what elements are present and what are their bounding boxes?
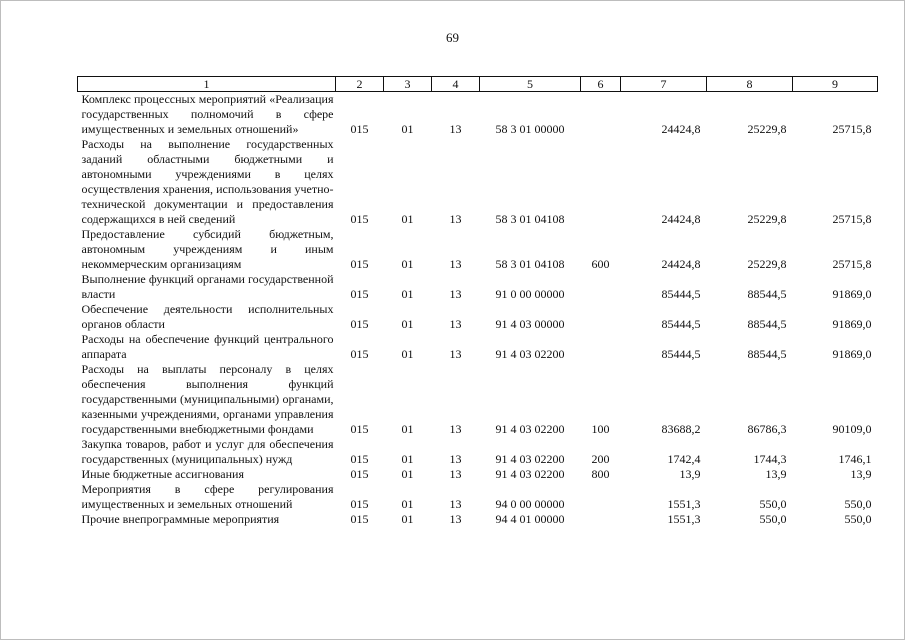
- cell-target-article: 58 3 01 04108: [495, 212, 565, 226]
- table-row: [78, 437, 878, 467]
- cell-description: Прочие внепрограммные мероприятия: [81, 512, 280, 526]
- cell-amount-year-2: 1744,3: [753, 452, 787, 466]
- cell-amount-year-1: 85444,5: [661, 317, 701, 331]
- cell-subsection-code: 01: [401, 122, 414, 136]
- page-number: 69: [446, 30, 459, 45]
- table-row: [78, 512, 878, 527]
- cell-description: Закупка товаров, работ и услуг для обеспечения государственных (муниципальных) нужд: [81, 437, 334, 466]
- cell-section-code: 015: [350, 122, 369, 136]
- cell-subsection-code: 01: [401, 467, 414, 481]
- cell-amount-year-2: 88544,5: [747, 317, 787, 331]
- column-header: 6: [581, 77, 621, 92]
- cell-section-code: 015: [350, 257, 369, 271]
- column-header: 9: [793, 77, 878, 92]
- cell-target-article: 91 4 03 02200: [495, 452, 565, 466]
- cell-amount-year-1: 1551,3: [667, 497, 701, 511]
- cell-description: Мероприятия в сфере регулирования имущественных и земельных отношений: [81, 482, 334, 511]
- cell-division-code: 13: [449, 467, 462, 481]
- cell-division-code: 13: [449, 452, 462, 466]
- column-header: 5: [480, 77, 581, 92]
- cell-subsection-code: 01: [401, 347, 414, 361]
- cell-division-code: 13: [449, 257, 462, 271]
- cell-amount-year-2: 88544,5: [747, 287, 787, 301]
- cell-expense-type: 100: [591, 422, 610, 436]
- cell-target-article: 91 4 03 00000: [495, 317, 565, 331]
- cell-division-code: 13: [449, 422, 462, 436]
- cell-division-code: 13: [449, 122, 462, 136]
- cell-section-code: 015: [350, 497, 369, 511]
- table-row: [78, 362, 878, 437]
- cell-division-code: 13: [449, 287, 462, 301]
- cell-subsection-code: 01: [401, 257, 414, 271]
- cell-amount-year-3: 550,0: [844, 512, 872, 526]
- cell-amount-year-3: 13,9: [850, 467, 872, 481]
- cell-subsection-code: 01: [401, 317, 414, 331]
- cell-amount-year-3: 1746,1: [838, 452, 872, 466]
- cell-amount-year-2: 13,9: [765, 467, 787, 481]
- table-row: [78, 467, 878, 482]
- cell-subsection-code: 01: [401, 287, 414, 301]
- cell-subsection-code: 01: [401, 512, 414, 526]
- table-row: [78, 227, 878, 272]
- cell-target-article: 91 4 03 02200: [495, 422, 565, 436]
- cell-expense-type: [581, 332, 621, 362]
- cell-target-article: 58 3 01 00000: [495, 122, 565, 136]
- cell-amount-year-2: 86786,3: [747, 422, 787, 436]
- cell-amount-year-1: 1742,4: [667, 452, 701, 466]
- cell-amount-year-2: 550,0: [759, 497, 787, 511]
- cell-amount-year-2: 88544,5: [747, 347, 787, 361]
- cell-amount-year-1: 85444,5: [661, 287, 701, 301]
- table-header-row: [78, 77, 878, 92]
- column-header: 2: [336, 77, 384, 92]
- cell-expense-type: [581, 482, 621, 512]
- cell-subsection-code: 01: [401, 452, 414, 466]
- table-row: [78, 272, 878, 302]
- cell-expense-type: [581, 92, 621, 138]
- cell-section-code: 015: [350, 467, 369, 481]
- table-row: [78, 482, 878, 512]
- cell-description: Расходы на выплаты персоналу в целях обеспечения выполнения функций государственными (муниципальными) органами, казенными учреждениями, органами управления государственными внебюджетными фондами: [81, 362, 334, 436]
- cell-amount-year-3: 90109,0: [832, 422, 872, 436]
- cell-amount-year-1: 85444,5: [661, 347, 701, 361]
- cell-amount-year-2: 25229,8: [747, 122, 787, 136]
- cell-section-code: 015: [350, 212, 369, 226]
- cell-subsection-code: 01: [401, 422, 414, 436]
- cell-description: Иные бюджетные ассигнования: [81, 467, 244, 481]
- cell-amount-year-2: 25229,8: [747, 257, 787, 271]
- cell-expense-type: 200: [591, 452, 610, 466]
- cell-section-code: 015: [350, 287, 369, 301]
- cell-amount-year-3: 91869,0: [832, 317, 872, 331]
- cell-expense-type: [581, 137, 621, 227]
- cell-description: Комплекс процессных мероприятий «Реализация государственных полномочий в сфере имущественных и земельных отношений»: [81, 92, 334, 136]
- cell-division-code: 13: [449, 212, 462, 226]
- cell-expense-type: [581, 272, 621, 302]
- column-header: 3: [384, 77, 432, 92]
- cell-amount-year-1: 1551,3: [667, 512, 701, 526]
- cell-target-article: 91 0 00 00000: [495, 287, 565, 301]
- cell-amount-year-1: 13,9: [679, 467, 701, 481]
- cell-description: Расходы на обеспечение функций центрального аппарата: [81, 332, 334, 361]
- cell-amount-year-1: 24424,8: [661, 212, 701, 226]
- table-row: [78, 332, 878, 362]
- cell-target-article: 58 3 01 04108: [495, 257, 565, 271]
- cell-section-code: 015: [350, 347, 369, 361]
- table-row: [78, 137, 878, 227]
- cell-amount-year-3: 550,0: [844, 497, 872, 511]
- cell-target-article: 94 0 00 00000: [495, 497, 565, 511]
- cell-subsection-code: 01: [401, 497, 414, 511]
- budget-table: [77, 76, 878, 527]
- cell-amount-year-2: 25229,8: [747, 212, 787, 226]
- cell-target-article: 91 4 03 02200: [495, 347, 565, 361]
- cell-section-code: 015: [350, 452, 369, 466]
- cell-amount-year-3: 25715,8: [832, 257, 872, 271]
- cell-expense-type: 800: [591, 467, 610, 481]
- table-row: [78, 92, 878, 138]
- column-header: 4: [432, 77, 480, 92]
- cell-expense-type: [581, 302, 621, 332]
- column-header: 7: [621, 77, 707, 92]
- cell-division-code: 13: [449, 497, 462, 511]
- table-body: [78, 92, 878, 528]
- cell-amount-year-3: 25715,8: [832, 122, 872, 136]
- cell-amount-year-3: 91869,0: [832, 287, 872, 301]
- cell-description: Выполнение функций органами государственной власти: [81, 272, 334, 301]
- column-header: 8: [707, 77, 793, 92]
- cell-expense-type: [581, 512, 621, 527]
- cell-division-code: 13: [449, 347, 462, 361]
- cell-target-article: 91 4 03 02200: [495, 467, 565, 481]
- cell-division-code: 13: [449, 317, 462, 331]
- cell-section-code: 015: [350, 317, 369, 331]
- cell-description: Расходы на выполнение государственных заданий областными бюджетными и автономными учреждениями в целях осуществления хранения, использования учетно-технической документации и предоставления содержащихся в ней сведений: [81, 137, 334, 226]
- cell-division-code: 13: [449, 512, 462, 526]
- cell-section-code: 015: [350, 422, 369, 436]
- column-header: 1: [78, 77, 336, 92]
- cell-target-article: 94 4 01 00000: [495, 512, 565, 526]
- cell-description: Обеспечение деятельности исполнительных органов области: [81, 302, 334, 331]
- cell-amount-year-1: 24424,8: [661, 122, 701, 136]
- cell-description: Предоставление субсидий бюджетным, автономным учреждениям и иным некоммерческим организациям: [81, 227, 334, 271]
- cell-amount-year-2: 550,0: [759, 512, 787, 526]
- cell-amount-year-3: 91869,0: [832, 347, 872, 361]
- table-row: [78, 302, 878, 332]
- cell-section-code: 015: [350, 512, 369, 526]
- cell-expense-type: 600: [591, 257, 610, 271]
- cell-amount-year-3: 25715,8: [832, 212, 872, 226]
- cell-subsection-code: 01: [401, 212, 414, 226]
- cell-amount-year-1: 24424,8: [661, 257, 701, 271]
- cell-amount-year-1: 83688,2: [661, 422, 701, 436]
